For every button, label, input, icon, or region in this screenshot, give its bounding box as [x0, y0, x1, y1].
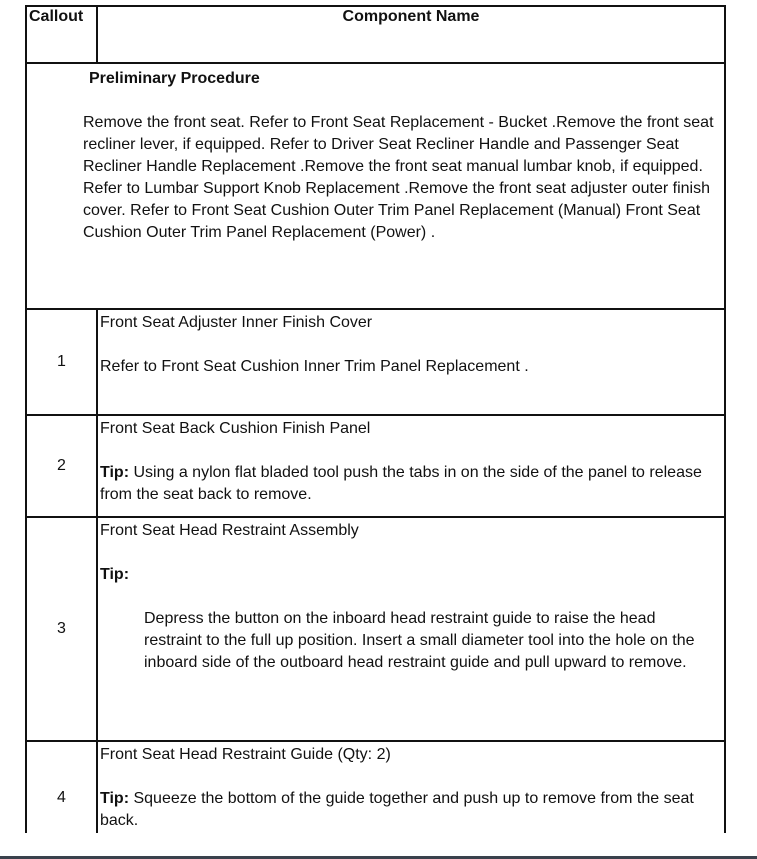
table-row — [26, 415, 725, 517]
page-bottom-margin — [0, 833, 757, 856]
preliminary-procedure-title: Preliminary Procedure — [89, 70, 260, 87]
tip-label: Tip: — [100, 464, 130, 481]
component-cell — [97, 415, 725, 517]
header-component-name: Component Name — [97, 6, 725, 63]
header-callout: Callout — [26, 6, 97, 63]
table-header-row — [26, 6, 725, 63]
tip-text: Using a nylon flat bladed tool push the tabs in on the side of the panel to release from the seat back to remove. — [100, 464, 702, 503]
component-cell — [97, 517, 725, 741]
component-name: Front Seat Head Restraint Guide (Qty: 2) — [100, 746, 391, 763]
tip-block — [100, 790, 694, 829]
callout-number: 4 — [26, 741, 97, 854]
tip-text: Depress the button on the inboard head restraint guide to raise the head restraint to the full up position. Insert a small diameter tool into the hole on the inboard side of the outboard head restraint guide and pull upward to remove. — [144, 610, 695, 671]
preliminary-row — [26, 63, 725, 309]
table-row — [26, 309, 725, 415]
preliminary-procedure-cell — [26, 63, 725, 309]
component-cell — [97, 309, 725, 415]
callout-number: 2 — [26, 415, 97, 517]
callout-number: 1 — [26, 309, 97, 415]
component-table — [25, 5, 726, 854]
tip-label: Tip: — [100, 566, 130, 583]
tip-block — [100, 464, 702, 503]
preliminary-procedure-text: Remove the front seat. Refer to Front Seat Replacement - Bucket .Remove the front seat recliner lever, if equipped. Refer to Driver Seat Recliner Handle and Passenger Seat Recliner Handle Replacement .Remove the front seat manual lumbar knob, if equipped. Refer to Lumbar Support Knob Replacement .Remove the front seat adjuster outer finish cover. Refer to Front Seat Cushion Outer Trim Panel Replacement (Manual) Front Seat Cushion Outer Trim Panel Replacement (Power) . — [83, 114, 714, 241]
callout-number: 3 — [26, 517, 97, 741]
component-name: Front Seat Back Cushion Finish Panel — [100, 420, 371, 437]
component-name: Front Seat Head Restraint Assembly — [100, 522, 359, 539]
component-reference-note: Refer to Front Seat Cushion Inner Trim Panel Replacement . — [100, 358, 529, 375]
tip-text: Squeeze the bottom of the guide together and push up to remove from the seat back. — [100, 790, 694, 829]
component-name: Front Seat Adjuster Inner Finish Cover — [100, 314, 373, 331]
tip-label: Tip: — [100, 790, 130, 807]
table-row — [26, 517, 725, 741]
